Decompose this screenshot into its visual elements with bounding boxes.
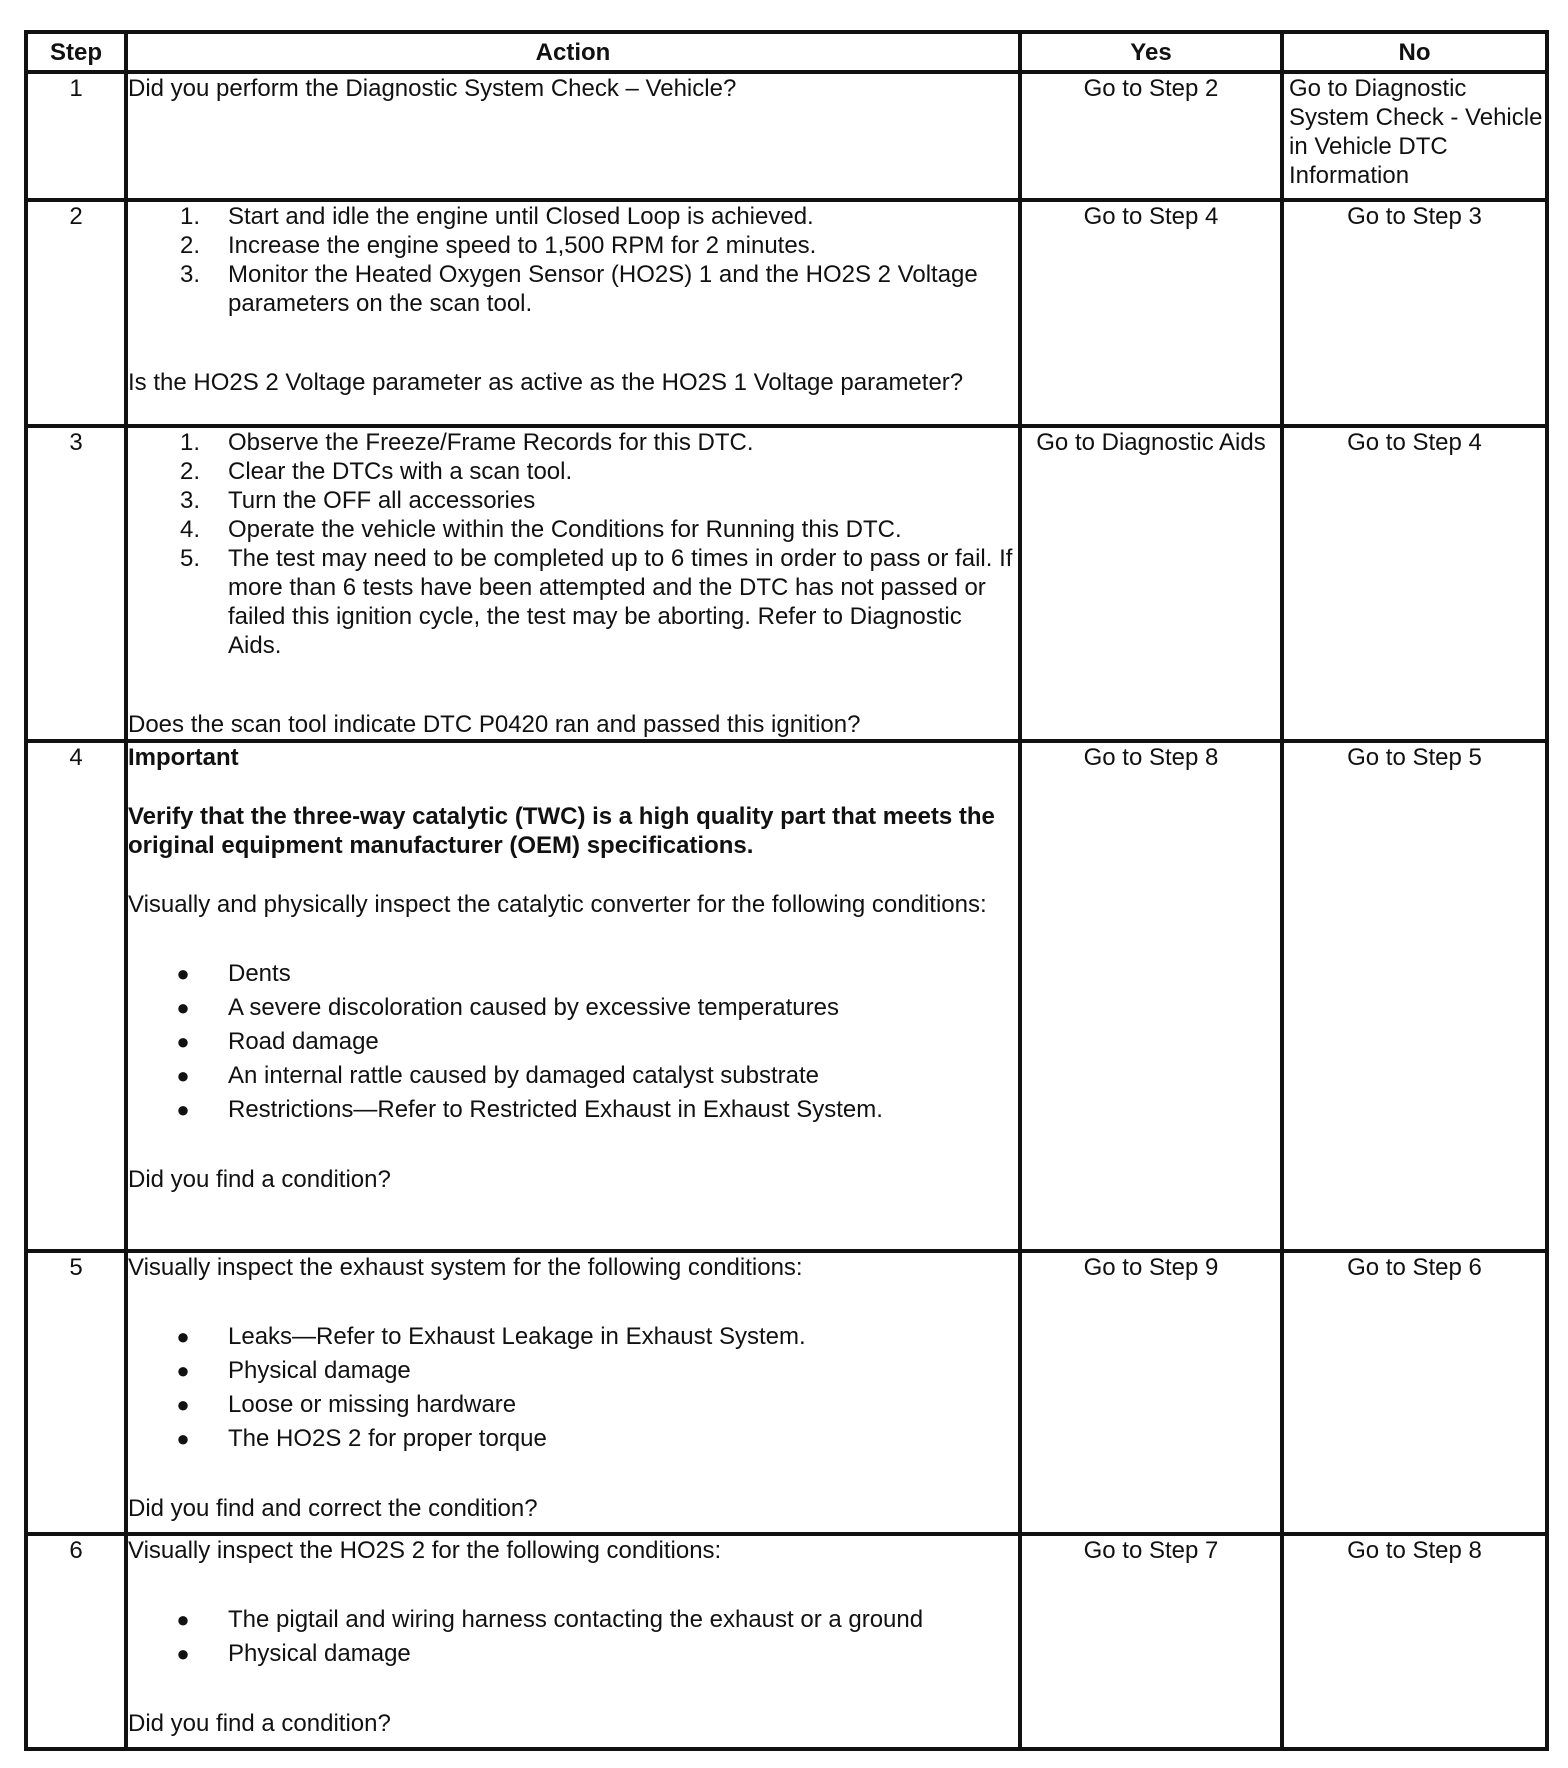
- list-item: ● The pigtail and wiring harness contacting the exhaust or a ground: [128, 1603, 1018, 1637]
- list-item: 3. Monitor the Heated Oxygen Sensor (HO2S) 1 and the HO2S 2 Voltage parameters on the scan tool.: [179, 261, 978, 317]
- bullet-list: [128, 1603, 1018, 1671]
- list-item: ● Loose or missing hardware: [128, 1388, 1018, 1422]
- action-question: Does the scan tool indicate DTC P0420 ran and passed this ignition?: [128, 711, 861, 738]
- header-step: Step: [26, 32, 126, 72]
- bullet-icon: ●: [176, 1097, 190, 1122]
- list-item: ● Leaks—Refer to Exhaust Leakage in Exhaust System.: [128, 1320, 1018, 1354]
- list-item: 1. Observe the Freeze/Frame Records for this DTC.: [179, 429, 754, 456]
- step-number: 5: [26, 1251, 126, 1534]
- numbered-list: [128, 428, 1018, 660]
- action-cell: [126, 1534, 1020, 1749]
- header-no: No: [1282, 32, 1547, 72]
- table-row: [26, 1251, 1547, 1534]
- action-question: Did you find a condition?: [128, 1710, 391, 1737]
- table-row: [26, 741, 1547, 1251]
- list-item: 1. Start and idle the engine until Closed Loop is achieved.: [179, 203, 814, 230]
- action-question: Did you find and correct the condition?: [128, 1495, 538, 1522]
- action-question: Did you perform the Diagnostic System Check – Vehicle?: [128, 75, 737, 102]
- list-item: 5. The test may need to be completed up to 6 times in order to pass or fail. If more than 6 tests have been attempted and the DTC has not passed or failed this ignition cycle, the test may be aborting. Refer to Diagnostic Aids.: [179, 545, 1013, 659]
- yes-cell: Go to Step 9: [1020, 1251, 1282, 1534]
- list-item: 2. Increase the engine speed to 1,500 RPM for 2 minutes.: [179, 232, 817, 259]
- step-number: 4: [26, 741, 126, 1251]
- action-question: Is the HO2S 2 Voltage parameter as active as the HO2S 1 Voltage parameter?: [128, 369, 964, 396]
- action-intro: Visually inspect the exhaust system for the following conditions:: [128, 1254, 803, 1281]
- list-item: 2. Clear the DTCs with a scan tool.: [179, 458, 573, 485]
- bullet-list: [128, 957, 1018, 1127]
- step-number: 6: [26, 1534, 126, 1749]
- action-cell: [126, 426, 1020, 741]
- table-row: [26, 200, 1547, 426]
- bullet-icon: ●: [176, 1607, 190, 1632]
- list-item: ● Physical damage: [128, 1637, 1018, 1671]
- important-title: Important: [128, 744, 239, 771]
- important-note: Verify that the three-way catalytic (TWC) is a high quality part that meets the original equipment manufacturer (OEM) specifications.: [128, 803, 995, 859]
- yes-cell: Go to Step 2: [1020, 72, 1282, 200]
- bullet-icon: ●: [176, 995, 190, 1020]
- action-question: Did you find a condition?: [128, 1166, 391, 1193]
- list-item: ● An internal rattle caused by damaged catalyst substrate: [128, 1059, 1018, 1093]
- list-item: ● A severe discoloration caused by excessive temperatures: [128, 991, 1018, 1025]
- action-cell: [126, 72, 1020, 200]
- action-intro: Visually inspect the HO2S 2 for the following conditions:: [128, 1537, 722, 1564]
- header-row: [26, 32, 1547, 72]
- bullet-icon: ●: [176, 1392, 190, 1417]
- no-cell: Go to Step 8: [1282, 1534, 1547, 1749]
- yes-cell: Go to Step 8: [1020, 741, 1282, 1251]
- action-cell: [126, 1251, 1020, 1534]
- no-cell: Go to Step 5: [1282, 741, 1547, 1251]
- action-cell: [126, 200, 1020, 426]
- yes-cell: Go to Diagnostic Aids: [1020, 426, 1282, 741]
- bullet-icon: ●: [176, 1324, 190, 1349]
- list-item: 3. Turn the OFF all accessories: [179, 487, 536, 514]
- action-cell: [126, 741, 1020, 1251]
- table-row: [26, 1534, 1547, 1749]
- yes-cell: Go to Step 7: [1020, 1534, 1282, 1749]
- action-intro: Visually and physically inspect the catalytic converter for the following conditions:: [128, 891, 987, 918]
- step-number: 3: [26, 426, 126, 741]
- yes-cell: Go to Step 4: [1020, 200, 1282, 426]
- header-action: Action: [126, 32, 1020, 72]
- bullet-icon: ●: [176, 1358, 190, 1383]
- list-item: ● Physical damage: [128, 1354, 1018, 1388]
- bullet-icon: ●: [176, 1641, 190, 1666]
- list-item: 4. Operate the vehicle within the Conditions for Running this DTC.: [179, 516, 902, 543]
- list-item: ● Road damage: [128, 1025, 1018, 1059]
- table-row: [26, 426, 1547, 741]
- list-item: ● Dents: [128, 957, 1018, 991]
- no-cell: Go to Step 6: [1282, 1251, 1547, 1534]
- diagnostic-table: [24, 30, 1549, 1751]
- bullet-icon: ●: [176, 1426, 190, 1451]
- numbered-list: [128, 202, 1018, 318]
- bullet-list: [128, 1320, 1018, 1456]
- no-cell: Go to Step 3: [1282, 200, 1547, 426]
- list-item: ● Restrictions—Refer to Restricted Exhaust in Exhaust System.: [128, 1093, 1018, 1127]
- no-cell: Go to Step 4: [1282, 426, 1547, 741]
- bullet-icon: ●: [176, 1063, 190, 1088]
- header-yes: Yes: [1020, 32, 1282, 72]
- list-item: ● The HO2S 2 for proper torque: [128, 1422, 1018, 1456]
- bullet-icon: ●: [176, 1029, 190, 1054]
- no-cell: Go to Diagnostic System Check - Vehicle in Vehicle DTC Information: [1282, 72, 1547, 200]
- step-number: 2: [26, 200, 126, 426]
- step-number: 1: [26, 72, 126, 200]
- table-row: [26, 72, 1547, 200]
- bullet-icon: ●: [176, 961, 190, 986]
